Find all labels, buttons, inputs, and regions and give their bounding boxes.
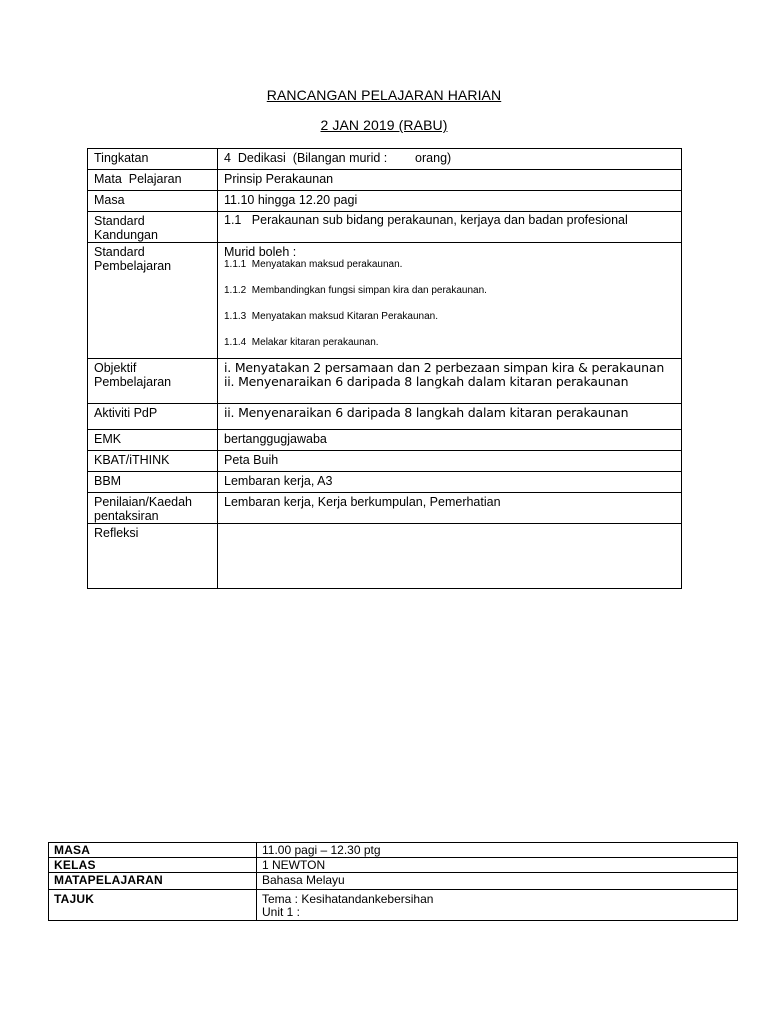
row-value: 4 Dedikasi (Bilangan murid : orang) [218,149,682,170]
row-label: MASA [49,843,257,858]
row-value: Prinsip Perakaunan [218,170,682,191]
row-label: MATAPELAJARAN [49,873,257,890]
reflection-field[interactable] [218,524,682,589]
table-row [88,212,682,243]
table-row [88,170,682,191]
row-label: Mata Pelajaran [88,170,218,191]
row-label: Aktiviti PdP [88,404,218,430]
row-value [257,890,738,921]
row-value: Lembaran kerja, A3 [218,472,682,493]
row-label: EMK [88,430,218,451]
class-info-table [48,842,738,921]
value-line: Unit 1 : [262,905,301,919]
row-label [88,359,218,404]
row-label: Tingkatan [88,149,218,170]
row-value: 1 NEWTON [257,858,738,873]
table-row [88,243,682,359]
row-value: 11.00 pagi – 12.30 ptg [257,843,738,858]
label-line: Objektif [94,361,137,375]
table-row [49,873,738,890]
table-row [88,524,682,589]
row-label: BBM [88,472,218,493]
list-item: 1.1.2 Membandingkan fungsi simpan kira dan perakaunan. [224,285,487,296]
table-row [49,843,738,858]
table-row [88,472,682,493]
table-row [88,359,682,404]
table-row [88,191,682,212]
value-line: Tema : Kesihatandankebersihan [262,892,434,906]
label-line: Pembelajaran [94,375,172,389]
label-line: Kandungan [94,228,158,242]
list-item: 1.1.1 Menyatakan maksud perakaunan. [224,259,403,270]
row-value: 1.1 Perakaunan sub bidang perakaunan, kerjaya dan badan profesional [218,212,682,243]
page-title: RANCANGAN PELAJARAN HARIAN [266,87,502,103]
row-value [218,359,682,404]
table-row [49,858,738,873]
row-label: KELAS [49,858,257,873]
table-row [88,404,682,430]
row-label [88,243,218,359]
lesson-plan-table [87,148,682,589]
label-line: Standard [94,214,145,228]
label-line: pentaksiran [94,509,159,523]
table-row [88,493,682,524]
table-row [49,890,738,921]
row-label: Refleksi [88,524,218,589]
list-item: 1.1.3 Menyatakan maksud Kitaran Perakaunan. [224,311,439,322]
row-value [218,243,682,359]
row-label [88,212,218,243]
table-row [88,451,682,472]
row-label: TAJUK [49,890,257,921]
label-line: Penilaian/Kaedah [94,495,192,509]
row-label [88,493,218,524]
table-row [88,149,682,170]
row-label: Masa [88,191,218,212]
row-value: 11.10 hingga 12.20 pagi [218,191,682,212]
list-item: 1.1.4 Melakar kitaran perakaunan. [224,337,379,348]
row-value: bertanggugjawaba [218,430,682,451]
row-value: ii. Menyenaraikan 6 daripada 8 langkah dalam kitaran perakaunan [218,404,682,430]
label-line: Standard [94,245,145,259]
list-item: i. Menyatakan 2 persamaan dan 2 perbezaan simpan kira & perakaunan [224,360,665,375]
table-row [88,430,682,451]
list-item: ii. Menyenaraikan 6 daripada 8 langkah dalam kitaran perakaunan [224,374,629,389]
label-line: Pembelajaran [94,259,172,273]
intro-text: Murid boleh : [224,245,297,259]
row-label: KBAT/iTHINK [88,451,218,472]
row-value: Peta Buih [218,451,682,472]
row-value: Bahasa Melayu [257,873,738,890]
lesson-date: 2 JAN 2019 (RABU) [320,117,448,133]
row-value: Lembaran kerja, Kerja berkumpulan, Pemerhatian [218,493,682,524]
